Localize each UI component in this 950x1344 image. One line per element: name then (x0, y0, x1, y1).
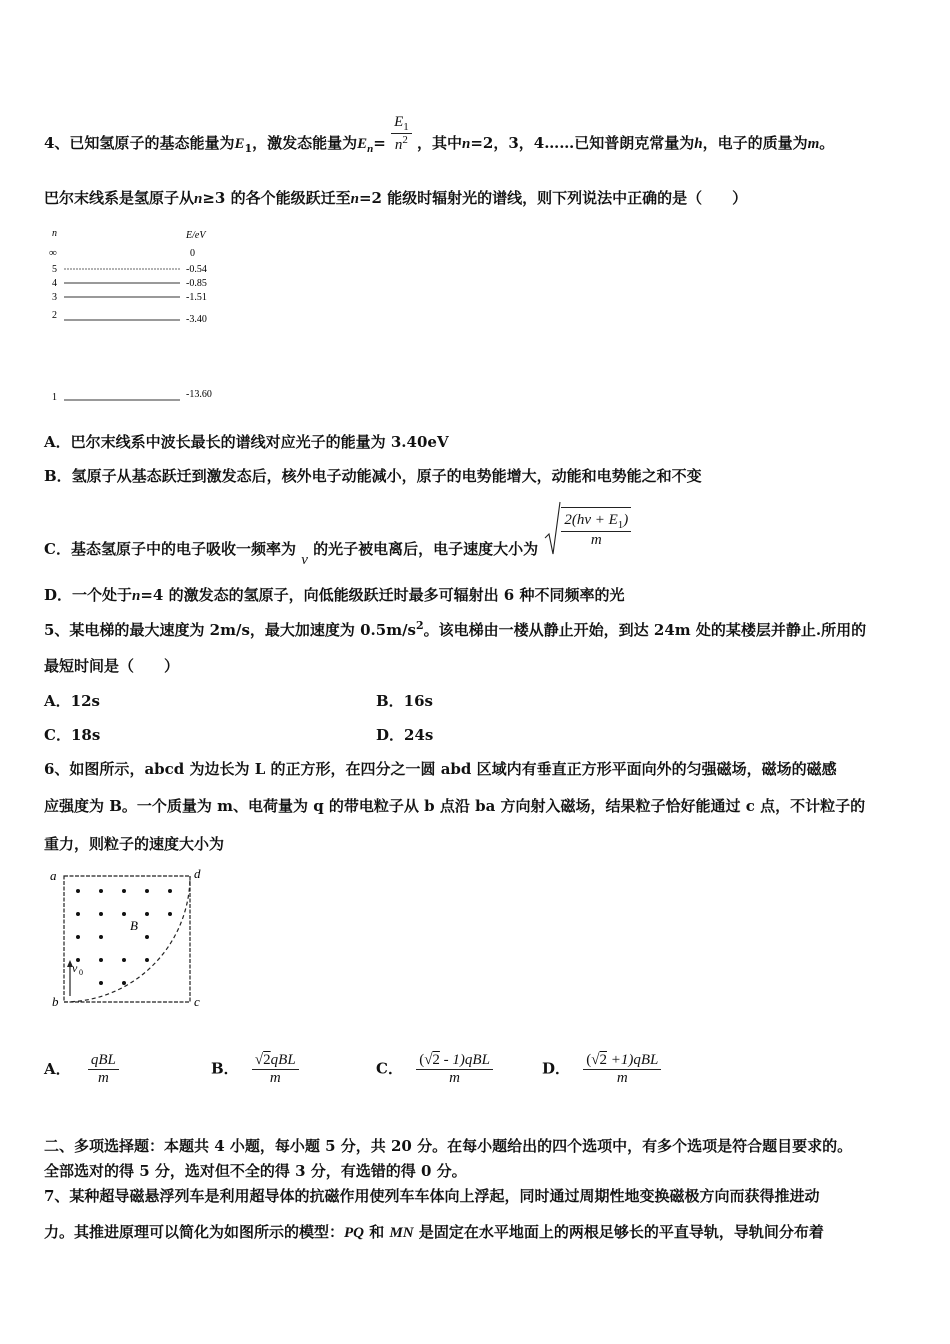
q6-line3: 重力，则粒子的速度大小为 (44, 835, 225, 853)
q6-option-b: B． $\frac{\text{√2qBL}}{m}$ (211, 1052, 299, 1087)
q6-line2: 应强度为 B。一个质量为 m、电荷量为 q 的带电粒子从 b 点沿 ba 方向射入磁场，结果粒子恰好能通过 c 点，不计粒子的 (44, 797, 866, 815)
level-e-4: -0.85 (186, 278, 207, 289)
label-v0: v (72, 961, 78, 975)
level-e-3: -1.51 (186, 292, 207, 303)
q5-option-c: C．18s (44, 726, 101, 744)
label-c: c (194, 994, 200, 1009)
level-e-2: -3.40 (186, 314, 207, 325)
section2-line2: 全部选对的得 5 分，选对但不全的得 3 分，有选错的得 0 分。 (44, 1162, 467, 1180)
q6-option-a: A． $\frac{\text{qBL}}{m}$ (44, 1052, 119, 1087)
q4-option-c: C．基态氢原子中的电子吸收一频率为 ν 的光子被电离后，电子速度大小为 $\frac{2(h\nu + E_1)}{m}$ (44, 502, 631, 562)
q7-line1: 7、某种超导磁悬浮列车是利用超导体的抗磁作用使列车车体向上浮起，同时通过周期性地变换磁极方向而获得推进动 (44, 1187, 820, 1205)
q6-option-d: D． $\frac{\text{(√2 +1)qBL}}{m}$ (542, 1052, 661, 1087)
level-n-4: 4 (52, 278, 57, 289)
level-e-inf: 0 (190, 248, 195, 259)
diagram-n-label: n (52, 228, 57, 239)
q4-option-b: B．氢原子从基态跃迁到激发态后，核外电子动能减小，原子的电势能增大，动能和电势能之和不变 (44, 467, 702, 485)
q5-line1: 5、某电梯的最大速度为 2m/s，最大加速度为 $0.5m/s^2$。该电梯由一楼从静止开始，到达 24m 处的某楼层并静止.所用的 (44, 619, 867, 639)
level-n-2: 2 (52, 310, 57, 321)
q5-line2: 最短时间是（ ） (44, 657, 180, 675)
q4-option-a: A．巴尔末线系中波长最长的谱线对应光子的能量为 3.40eV (44, 433, 449, 451)
label-b: b (52, 994, 59, 1009)
energy-level-diagram (40, 224, 240, 410)
velocity-sqrt: $\frac{2(h\nu + E_1)}{m}$ (543, 500, 631, 556)
q6-line1: 6、如图所示，abcd 为边长为 L 的正方形，在四分之一圆 abd 区域内有垂直正方形平面向外的匀强磁场，磁场的磁感 (44, 760, 837, 778)
level-n-1: 1 (52, 392, 57, 403)
q4-line1: 4、已知氢原子的基态能量为$E_1$，激发态能量为$E_n=$ $\frac{E_1}{n^2}$ ，其中n=2，3，4……已知普朗克常量为h，电子的质量为m。 (44, 114, 835, 155)
level-e-5: -0.54 (186, 264, 207, 275)
q7-line2: 力。其推进原理可以简化为如图所示的模型：PQ 和 MN 是固定在水平地面上的两根足够长的平直导轨，导轨间分布着 (44, 1223, 824, 1241)
magnetic-field-figure (44, 864, 214, 1014)
field-dots (76, 889, 172, 985)
level-n-3: 3 (52, 292, 57, 303)
label-B: B (130, 918, 138, 933)
square-abcd (64, 876, 190, 1002)
q5-option-d: D．24s (376, 726, 434, 744)
q6-option-c: C． $\frac{\text{(√2 - 1)qBL}}{m}$ (376, 1052, 493, 1087)
en-fraction: $\frac{E_1}{n^2}$ (391, 114, 412, 154)
q5-option-b: B．16s (376, 692, 433, 710)
section2-line1: 二、多项选择题：本题共 4 小题，每小题 5 分，共 20 分。在每小题给出的四个选项中，有多个选项是符合题目要求的。 (44, 1137, 853, 1155)
diagram-e-label: E/eV (186, 230, 206, 241)
level-n-inf: ∞ (49, 247, 57, 259)
q4-line2: 巴尔末线系是氢原子从n≥3 的各个能级跃迁至n=2 能级时辐射光的谱线，则下列说法中正确的是（ ） (44, 189, 748, 207)
q4-option-d: D．一个处于n=4 的激发态的氢原子，向低能级跃迁时最多可辐射出 6 种不同频率的光 (44, 586, 625, 604)
quarter-circle-arc (64, 876, 190, 1002)
level-n-5: 5 (52, 264, 57, 275)
label-d: d (194, 866, 201, 881)
label-a: a (50, 868, 57, 883)
label-v0-sub: 0 (79, 968, 83, 977)
q5-option-a: A．12s (44, 692, 100, 710)
level-e-1: -13.60 (186, 389, 212, 400)
sqrt-sign-icon (543, 500, 561, 556)
